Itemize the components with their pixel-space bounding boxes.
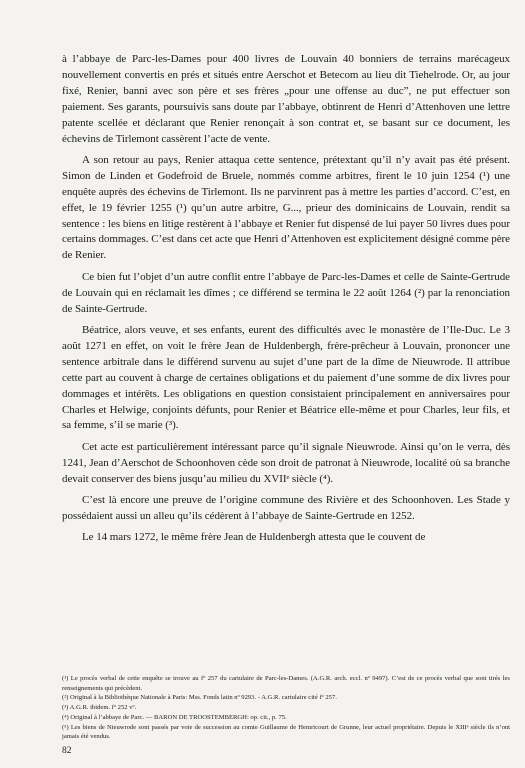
body-text xyxy=(62,52,510,552)
paragraph: Cet acte est particulièrement intéressant parce qu’il signale Nieuwrode. Ainsi qu’on le verra, dès 1241, Jean d’Aerschot de Schoonhoven cède son droit de patronat à Nieuwrode, localité où sa branche devait conserver des biens jusqu’au milieu du XVIIᵉ siècle (⁴). xyxy=(62,440,510,485)
page-number: 82 xyxy=(62,746,72,756)
paragraph: C’est là encore une preuve de l’origine commune des Rivière et des Schoonhoven. Les Stade y possédaient aussi un alleu qu’ils cédèrent à l’abbaye de Sainte-Gertrude en 1252. xyxy=(62,494,510,522)
footnote: (²) Original à la Bibliothèque Nationale à Paris: Mss. Fonds latin nº 9293. - A.G.R. cartulaire cité fº 257. xyxy=(62,694,337,702)
footnote: (¹) Le procès verbal de cette enquête se trouve au fº 257 du cartulaire de Parc-les-Dames. (A.G.R. arch. eccl. nº 9497). C’est de ce procès verbal que sont tirés les renseignements qui précèdent. xyxy=(62,675,510,692)
paragraph: Béatrice, alors veuve, et ses enfants, eurent des difficultés avec le monastère de l’Ile-Duc. Le 3 août 1271 en effet, on voit le frère Jean de Huldenbergh, frère-prêcheur à Louvain, prononcer une sentence arbitrale dans le différend survenu au sujet d’une part de la dîme de Nieuwrode. Il attribue cette part au couvent à charge de certaines obligations et du paiement d’une somme de dix livres pour dommages et intérêts. Les obligations en question consistaient principalement en anniversaires pour Charles et Helwige, conjoints défunts, pour Renier et Béatrice elle-même et pour Charles, leur fils, et sa femme, s’il se marie (³). xyxy=(62,324,510,432)
footnote: (³) A.G.R. ibidem. fº 252 vº. xyxy=(62,704,137,712)
paragraph: Ce bien fut l’objet d’un autre conflit entre l’abbaye de Parc-les-Dames et celle de Sainte-Gertrude de Louvain qui en réclamait les dîmes ; ce différend se termina le 22 août 1264 (²) par la renonciation de Sainte-Gertrude. xyxy=(62,270,510,315)
paragraph: A son retour au pays, Renier attaqua cette sentence, prétextant qu’il n’y avait pas été présent. Simon de Linden et Godefroid de Bruele, nommés comme arbitres, firent le 10 juin 1254 (¹) une enquête auprès des échevins de Tirlemont. Ils ne parvinrent pas à mettre les parties d’accord. C’est, en effet, le 19 février 1255 (¹) qu’un autre arbitre, G..., prieur des dominicains de Louvain, rendit sa sentence : les biens en litige restèrent à l’abbaye et Renier fut dispensé de lui payer 50 livres dues pour certains dommages. C’est dans cet acte que Henri d’Attenhoven est explicitement désigné comme père de Renier. xyxy=(62,153,510,262)
footnote: (⁵) Les biens de Nieuwrode sont passés par voie de succession au comte Guillaume de Hemricourt de Grunne, leur actuel propriétaire. Depuis le XIIIᵉ siècle ils n’ont jamais été vendus. xyxy=(62,723,510,741)
paragraph: à l’abbaye de Parc-les-Dames pour 400 livres de Louvain 40 bonniers de terrains marécageux nouvellement convertis en prés et situés entre Aerschot et Betecom au lieu dit Tiehelrode. Or, au jour fixé, Renier, banni avec son père et ses frères „pour une offense au duc”, ne put effectuer son paiement. Ses garants, poursuivis sans doute par l’abbaye, obtinrent de Henri d’Attenhoven une lettre patente scellée et déclarant que Renier renonçait à son contrat et, se basant sur ce document, les échevins de Tirlemont cassèrent l’acte de vente. xyxy=(62,53,510,145)
footnote: (⁴) Original à l’abbaye de Parc. — BARON DE TROOSTEMBERGH: op. cit., p. 75. xyxy=(62,713,287,721)
footnotes xyxy=(62,674,510,742)
paragraph: Le 14 mars 1272, le même frère Jean de Huldenbergh attesta que le couvent de xyxy=(82,531,426,544)
